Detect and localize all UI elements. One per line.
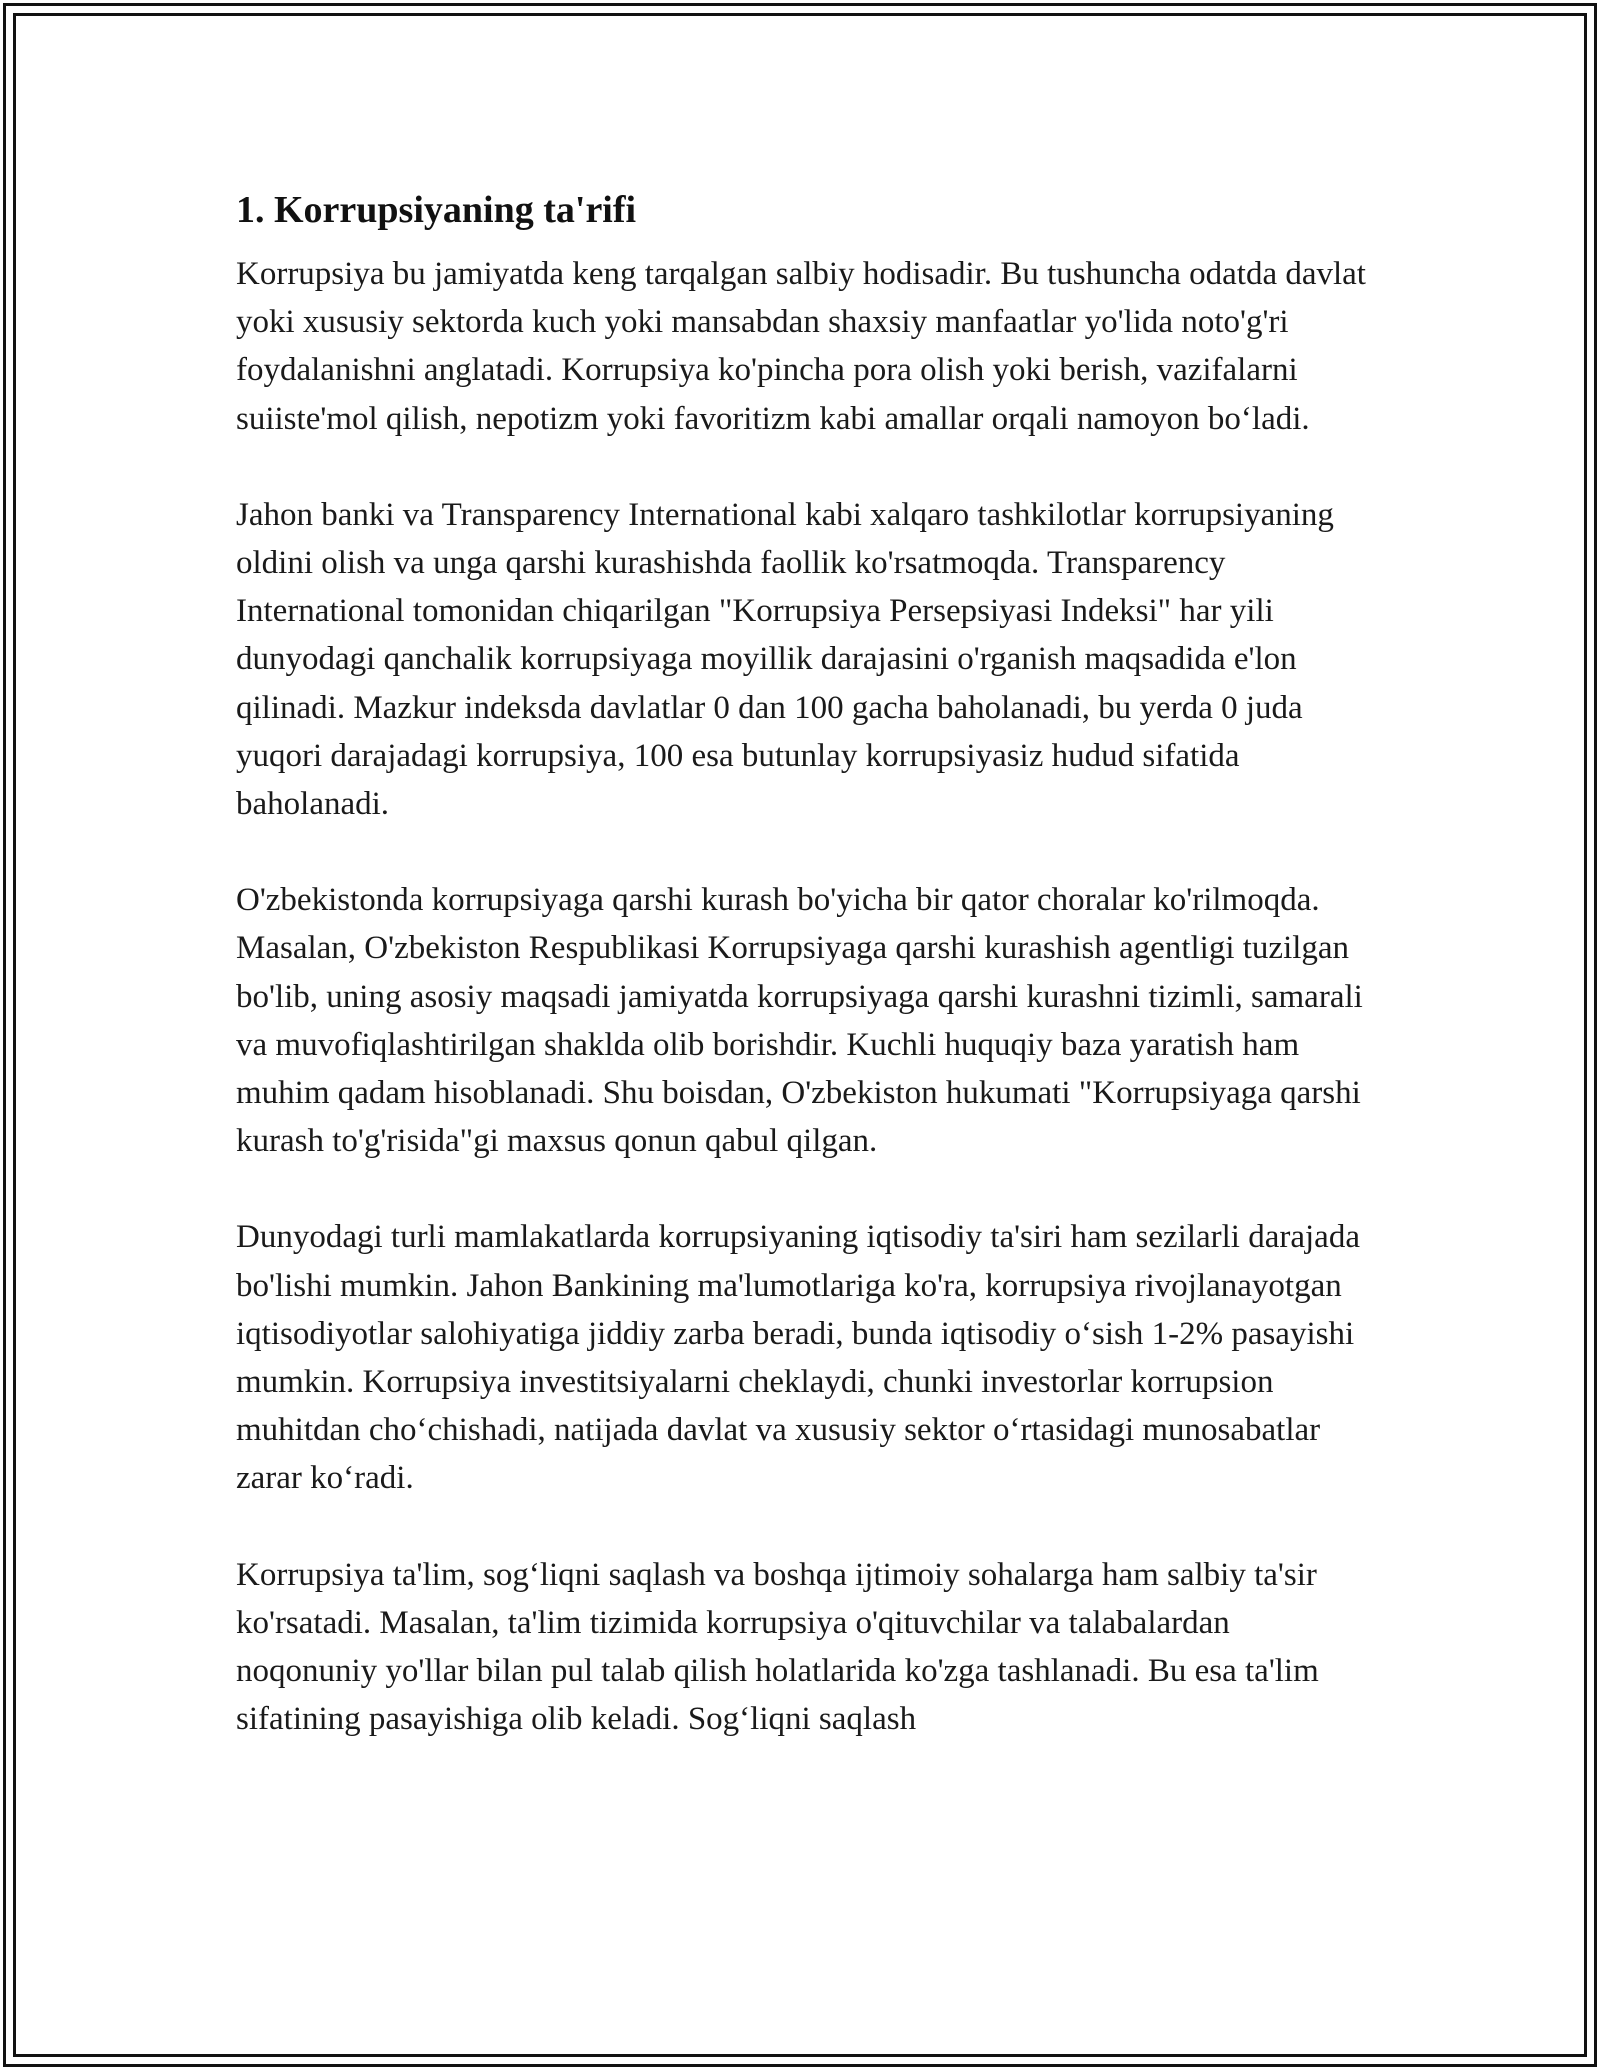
paragraph-definition: Korrupsiya bu jamiyatda keng tarqalgan salbiy hodisadir. Bu tushuncha odatda davlat yoki xususiy sektorda kuch yoki mansabdan shaxsiy manfaatlar yo'lida noto'g'ri foydalanishni anglatadi. Korrupsiya ko'pincha pora olish yoki berish, vazifalarni suiiste'mol qilish, nepotizm yoki favoritizm kabi amallar orqali namoyon bo‘ladi. — [236, 256, 1366, 437]
document-body — [236, 186, 1366, 1743]
paragraph-international-organizations: Jahon banki va Transparency International kabi xalqaro tashkilotlar korrupsiyaning oldini olish va unga qarshi kurashishda faollik ko'rsatmoqda. Transparency International tomonidan chiqarilgan "Korrupsiya Persepsiyasi Indeksi" har yili dunyodagi qanchalik korrupsiyaga moyillik darajasini o'rganish maqsadida e'lon qilinadi. Mazkur indeksda davlatlar 0 dan 100 gacha baholanadi, bu yerda 0 juda yuqori darajadagi korrupsiya, 100 esa butunlay korrupsiyasiz hudud sifatida baholanadi. — [236, 496, 1334, 823]
paragraph-economic-impact: Dunyodagi turli mamlakatlarda korrupsiyaning iqtisodiy ta'siri ham sezilarli darajada bo'lishi mumkin. Jahon Bankining ma'lumotlariga ko'ra, korrupsiya rivojlanayotgan iqtisodiyotlar salohiyatiga jiddiy zarba beradi, bunda iqtisodiy o‘sish 1-2% pasayishi mumkin. Korrupsiya investitsiyalarni cheklaydi, chunki investorlar korrupsion muhitdan cho‘chishadi, natijada davlat va xususiy sektor o‘rtasidagi munosabatlar zarar ko‘radi. — [236, 1219, 1360, 1497]
paragraph-uzbekistan-measures: O'zbekistonda korrupsiyaga qarshi kurash bo'yicha bir qator choralar ko'rilmoqda. Masalan, O'zbekiston Respublikasi Korrupsiyaga qarshi kurashish agentligi tuzilgan bo'lib, uning asosiy maqsadi jamiyatda korrupsiyaga qarshi kurashni tizimli, samarali va muvofiqlashtirilgan shaklda olib borishdir. Kuchli huquqiy baza yaratish ham muhim qadam hisoblanadi. Shu boisdan, O'zbekiston hukumati "Korrupsiyaga qarshi kurash to'g'risida"gi maxsus qonun qabul qilgan. — [236, 882, 1363, 1160]
section-title: 1. Korrupsiyaning ta'rifi — [236, 189, 637, 231]
paragraph-social-impact: Korrupsiya ta'lim, sog‘liqni saqlash va boshqa ijtimoiy sohalarga ham salbiy ta'sir ko'rsatadi. Masalan, ta'lim tizimida korrupsiya o'qituvchilar va talabalardan noqonuniy yo'llar bilan pul talab qilish holatlarida ko'zga tashlanadi. Bu esa ta'lim sifatining pasayishiga olib keladi. Sog‘liqni saqlash — [236, 1556, 1319, 1738]
